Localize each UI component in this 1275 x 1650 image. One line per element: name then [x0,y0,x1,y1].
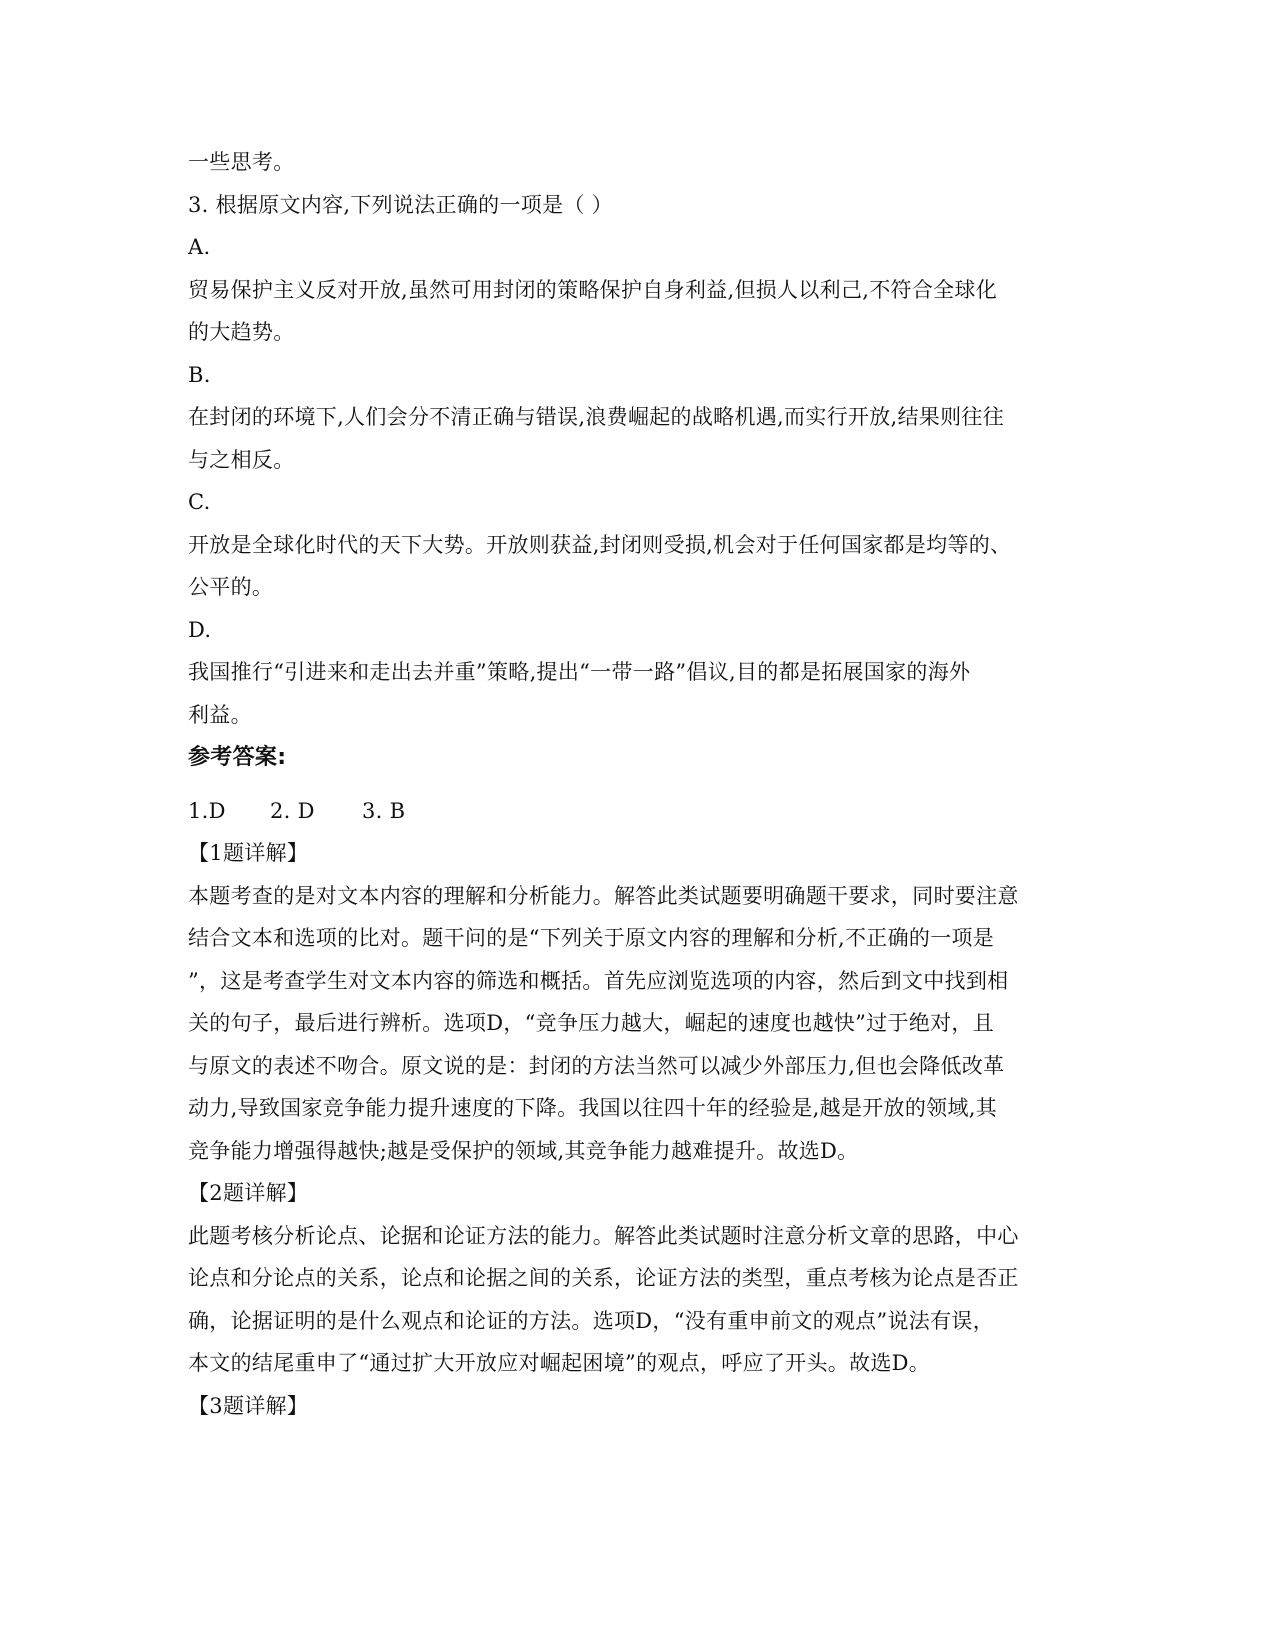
paragraph-line: 此题考核分析论点、论据和论证方法的能力。解答此类试题时注意分析文章的思路，中心 [188,1224,1019,1248]
answer-heading: 参考答案: [188,745,287,770]
paragraph-line: 竞争能力增强得越快;越是受保护的领域,其竞争能力越难提升。故选D。 [188,1139,859,1163]
answer-2: 2. D [270,799,315,823]
paragraph-line: 与原文的表述不吻合。原文说的是：封闭的方法当然可以减少外部压力,但也会降低改革 [188,1054,1005,1078]
paragraph-line: 关的句子，最后进行辨析。选项D，“竞争压力越大，崛起的速度也越快”过于绝对，且 [188,1011,995,1035]
option-d-label: D. [188,618,212,642]
option-a-text: 贸易保护主义反对开放,虽然可用封闭的策略保护自身利益,但损人以利己,不符合全球化 [188,278,998,302]
text-line: 一些思考。 [188,150,295,174]
paragraph-line: ”，这是考查学生对文本内容的筛选和概括。首先应浏览选项的内容，然后到文中找到相 [188,969,1009,993]
option-a-label: A. [188,235,211,259]
option-c-text-cont: 公平的。 [188,575,274,599]
option-b-text-cont: 与之相反。 [188,448,295,472]
option-c-text: 开放是全球化时代的天下大势。开放则获益,封闭则受损,机会对于任何国家都是均等的、 [188,533,1012,557]
answer-line [188,796,1088,826]
option-d-text-cont: 利益。 [188,703,252,727]
option-c-label: C. [188,490,211,514]
answer-1: 1.D [188,799,226,823]
section-1-heading: 【1题详解】 [188,841,309,865]
paragraph-line: 动力,导致国家竞争能力提升速度的下降。我国以往四十年的经验是,越是开放的领域,其 [188,1096,998,1120]
option-b-text: 在封闭的环境下,人们会分不清正确与错误,浪费崛起的战略机遇,而实行开放,结果则往往 [188,405,1004,429]
paragraph-line: 本文的结尾重申了“通过扩大开放应对崛起困境”的观点，呼应了开头。故选D。 [188,1351,931,1375]
paragraph-line: 结合文本和选项的比对。题干问的是“下列关于原文内容的理解和分析,不正确的一项是 [188,926,995,950]
answer-3: 3. B [362,799,406,823]
paragraph-line: 确，论据证明的是什么观点和论证的方法。选项D，“没有重申前文的观点”说法有误， [188,1309,995,1333]
option-a-text-cont: 的大趋势。 [188,320,295,344]
paragraph-line: 本题考查的是对文本内容的理解和分析能力。解答此类试题要明确题干要求，同时要注意 [188,884,1019,908]
section-3-heading: 【3题详解】 [188,1394,309,1418]
option-b-label: B. [188,363,211,387]
section-2-heading: 【2题详解】 [188,1181,309,1205]
option-d-text: 我国推行“引进来和走出去并重”策略,提出“一带一路”倡议,目的都是拓展国家的海外 [188,660,971,684]
question-3-stem: 3. 根据原文内容,下列说法正确的一项是（ ） [188,193,613,217]
paragraph-line: 论点和分论点的关系，论点和论据之间的关系，论证方法的类型，重点考核为论点是否正 [188,1266,1019,1290]
